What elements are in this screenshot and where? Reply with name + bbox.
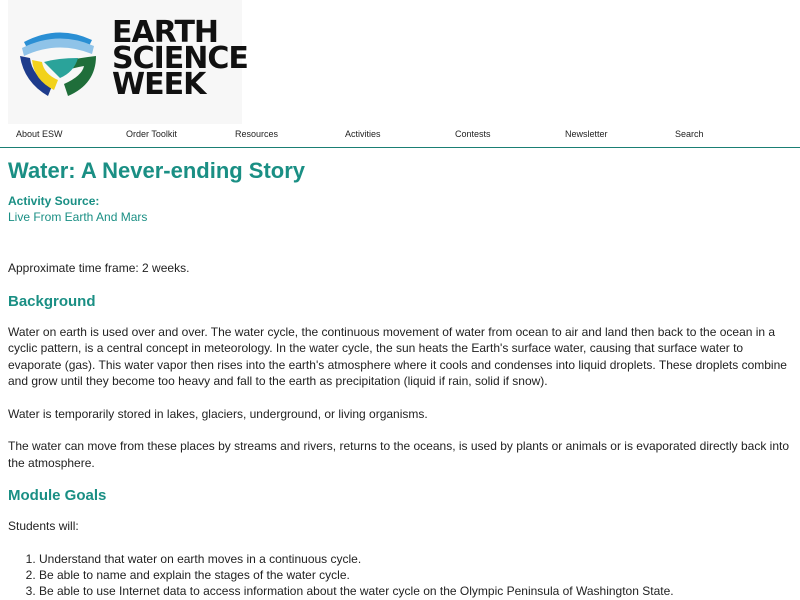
logo-line-1: EARTH — [112, 15, 219, 50]
globe-logo-icon — [18, 22, 98, 98]
background-paragraph: The water can move from these places by streams and rivers, returns to the oceans, is used by plants or animals or is evaporated directly back into the atmosphere. — [8, 439, 790, 470]
goals-intro: Students will: — [8, 519, 79, 533]
list-item: 3. Be able to use Internet data to access information about the water cycle on the Olympic Peninsula of Washington State. — [39, 583, 792, 599]
page-title: Water: A Never-ending Story — [8, 158, 306, 183]
background-paragraph: Water is temporarily stored in lakes, glaciers, underground, or living organisms. — [8, 406, 428, 421]
nav-search[interactable]: Search — [675, 129, 704, 139]
activity-source-label: Activity Source: — [8, 194, 100, 208]
nav-contests[interactable]: Contests — [455, 129, 491, 139]
main-content — [0, 158, 800, 599]
time-frame-text: Approximate time frame: 2 weeks. — [8, 261, 190, 275]
site-header — [0, 0, 800, 125]
nav-newsletter[interactable]: Newsletter — [565, 129, 608, 139]
nav-activities[interactable]: Activities — [345, 129, 381, 139]
logo[interactable] — [8, 0, 248, 124]
list-item: 2. Be able to name and explain the stages of the water cycle. — [39, 567, 792, 583]
logo-wordmark — [112, 15, 248, 102]
logo-line-2: SCIENCE — [112, 41, 248, 76]
main-nav — [0, 125, 800, 148]
nav-order-toolkit[interactable]: Order Toolkit — [126, 129, 177, 139]
background-paragraph: Water on earth is used over and over. The water cycle, the continuous movement of water from ocean to air and land then back to the ocean in a cyclic pattern, is a central concept in meteorology. In the water cycle, the sun heats the Earth's surface water, causing that surface water to evaporate (gas). This water vapor then rises into the earth's atmosphere where it cools and condenses into liquid droplets. These droplets combine and grow until they become too heavy and fall to the earth as precipitation (liquid if rain, solid if snow). — [8, 324, 787, 388]
nav-about-esw[interactable]: About ESW — [16, 129, 63, 139]
activity-source-link[interactable]: Live From Earth And Mars — [8, 210, 148, 224]
logo-line-3: WEEK — [112, 67, 206, 102]
goals-list — [8, 551, 792, 599]
background-heading: Background — [8, 292, 96, 310]
nav-resources[interactable]: Resources — [235, 129, 279, 139]
module-goals-heading: Module Goals — [8, 487, 107, 504]
list-item: 1. Understand that water on earth moves in a continuous cycle. — [39, 551, 792, 567]
